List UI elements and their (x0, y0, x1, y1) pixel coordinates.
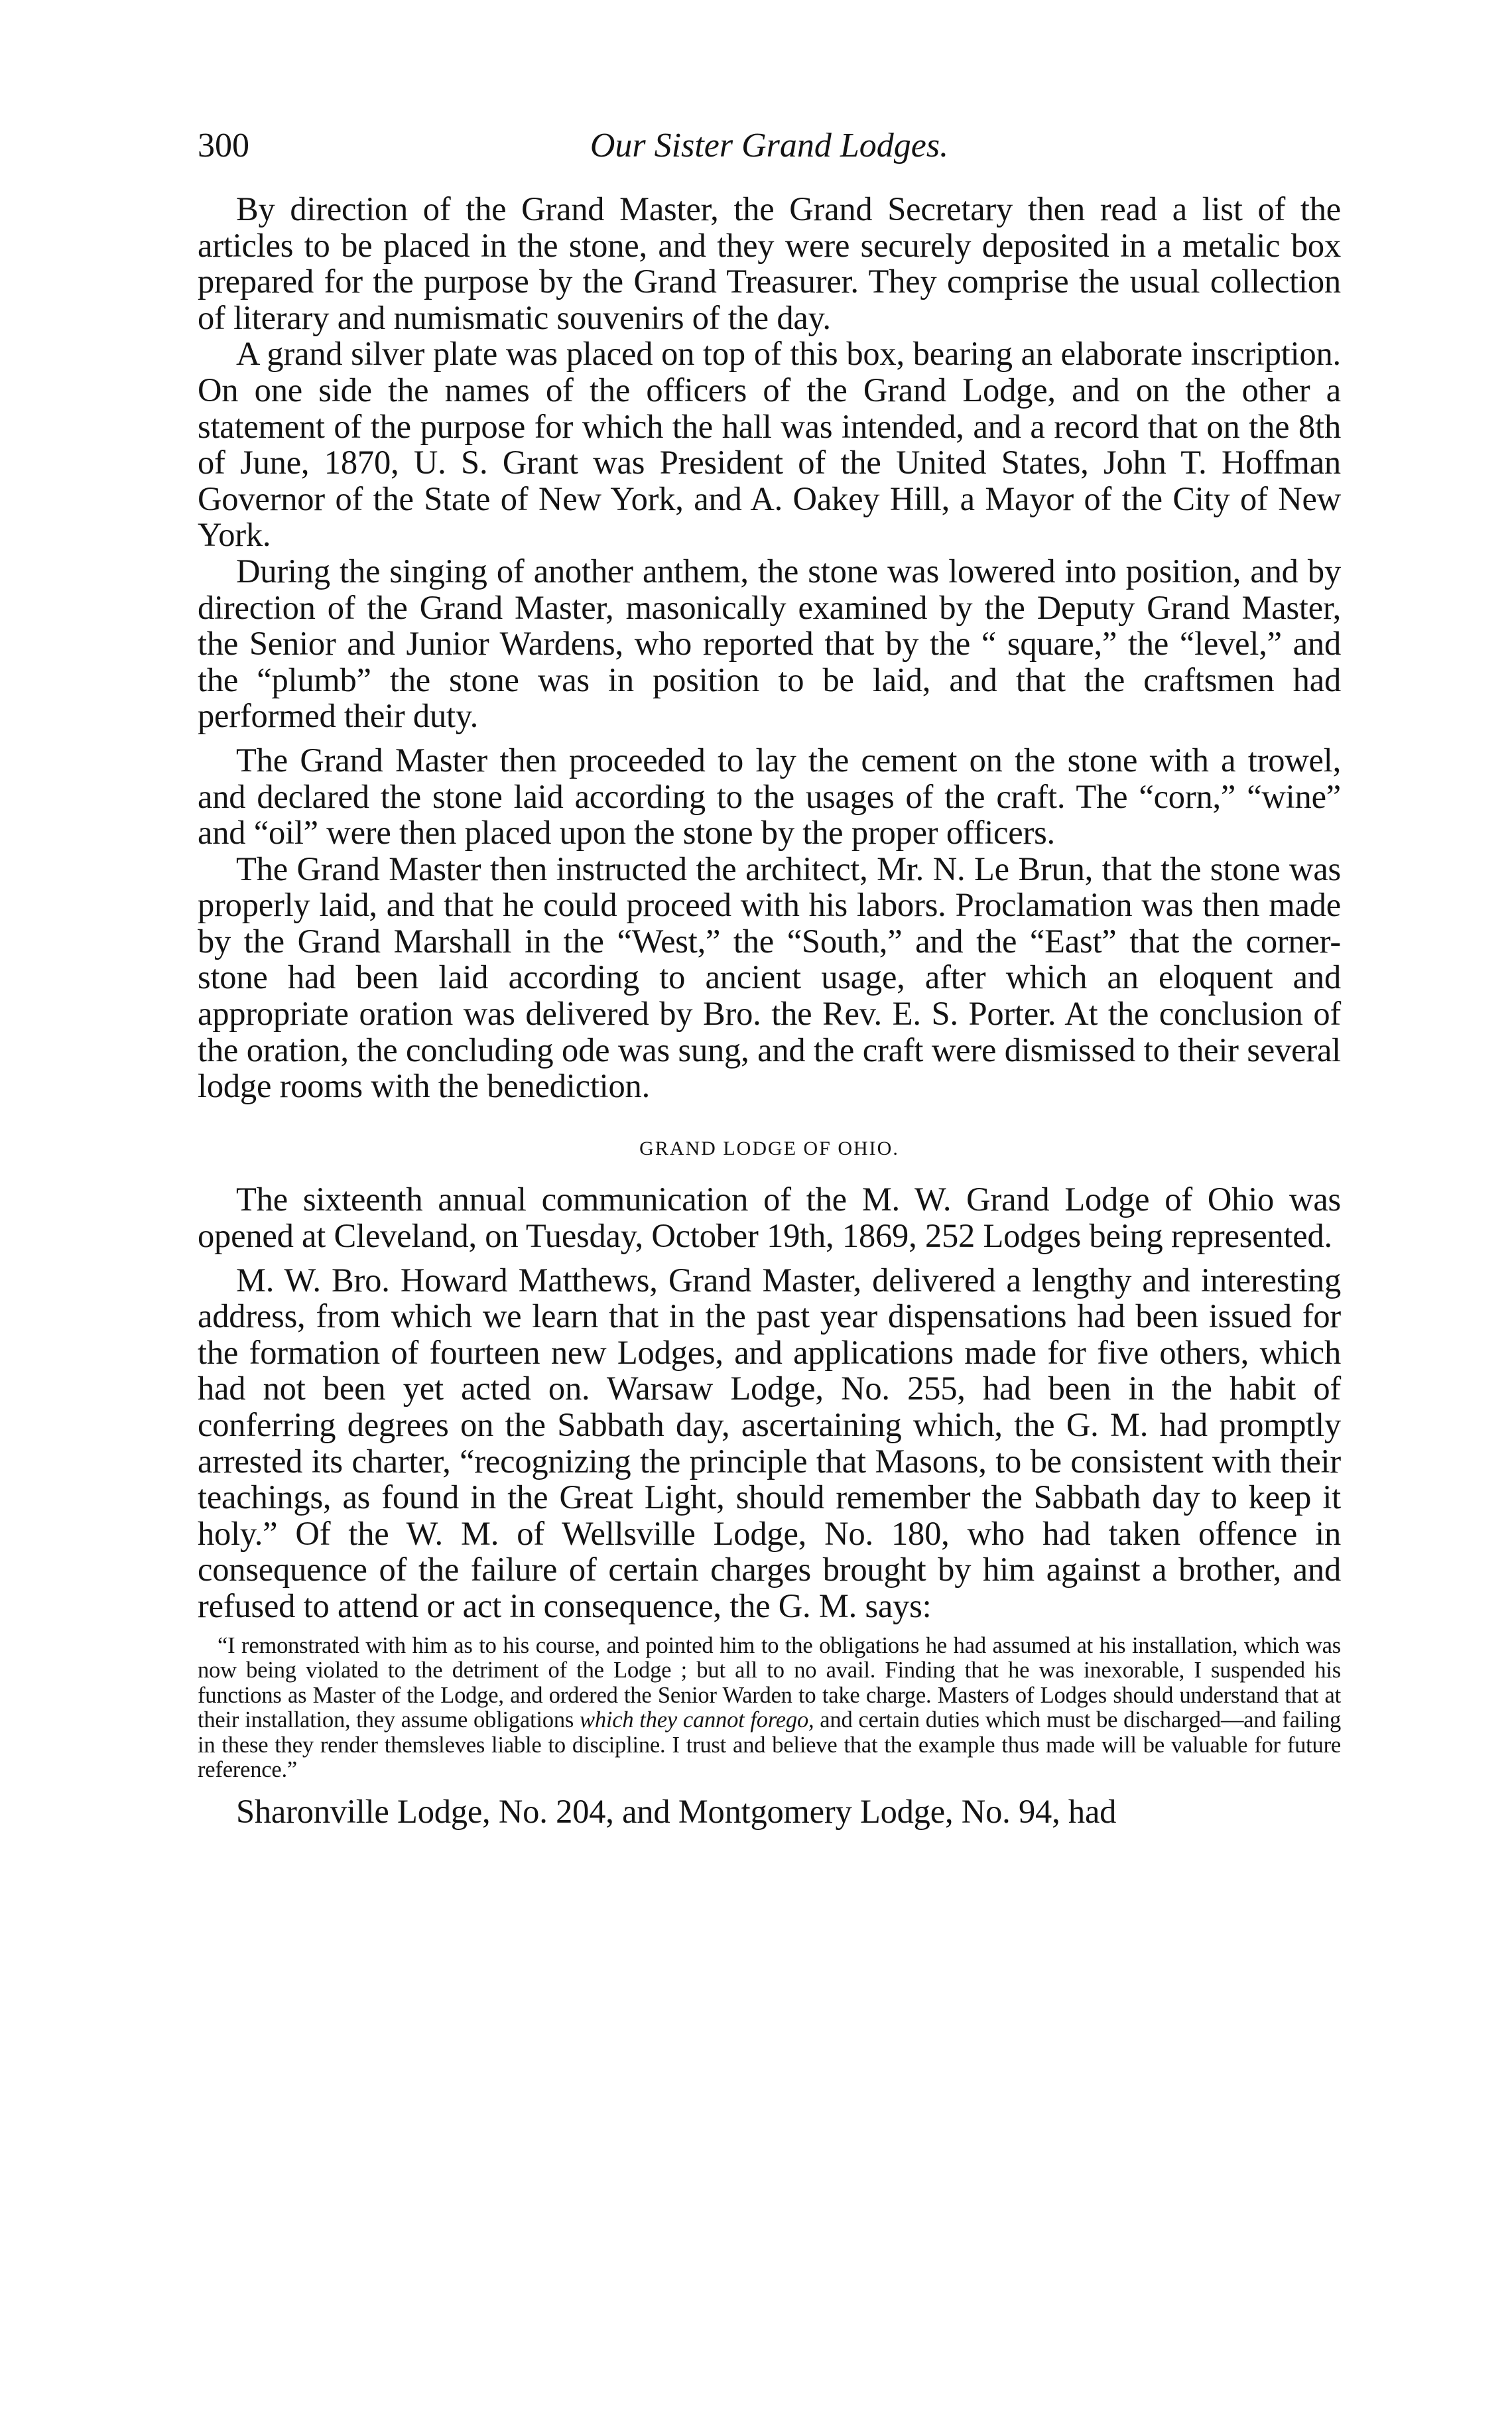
paragraph-articles: By direction of the Grand Master, the Grand Secretary then read a list of the articles to be placed in the stone, and they were securely deposited in a metalic box prepared for the purpose by the Grand Treasurer. They comprise the usual collection of literary and numismatic souvenirs of the day. (198, 190, 1341, 336)
running-title: Our Sister Grand Lodges. (590, 127, 949, 164)
paragraph-grand-master-address: M. W. Bro. Howard Matthews, Grand Master, delivered a lengthy and interesting address, from which we learn that in the past year dispensations had been issued for the formation of fourteen new Lodges, and applications made for five others, which had not been yet acted on. Warsaw Lodge, No. 255, had been in the habit of conferring degrees on the Sabbath day, ascertaining which, the G. M. had promptly arrested its charter, “recognizing the principle that Masons, to be consistent with their teachings, as found in the Great Light, should remember the Sabbath day to keep it holy.” Of the W. M. of Wellsville Lodge, No. 180, who had taken offence in consequence of the failure of certain charges brought by him against a brother, and refused to attend or act in consequence, the G. M. says: (198, 1261, 1341, 1624)
page-body (198, 191, 1341, 1829)
paragraph-anthem: During the singing of another anthem, the stone was lowered into position, and by direction of the Grand Master, masonically examined by the Deputy Grand Master, the Senior and Junior Wardens, who reported that by the “ square,” the “level,” and the “plumb” the stone was in position to be laid, and that the craftsmen had performed their duty. (198, 552, 1341, 735)
quote-part-2: and certain duties which must be discharged—and failing in these they render themsleves liable to discipline. I trust and believe that the example thus made will be valuable for future reference.” (198, 1707, 1342, 1783)
quote-part-1: “I remonstrated with him as to his course, and pointed him to the obligations he had assumed at his installation, which was now being violated to the detriment of the Lodge ; but all to no avail. Finding that he was inexorable, I suspended his functions as Master of the Lodge, and ordered the Senior Warden to take charge. Masters of Lodges should understand that at their installation, they assume obligations (198, 1632, 1341, 1733)
block-quote (198, 1634, 1341, 1783)
section-heading: GRAND LODGE OF OHIO. (639, 1137, 899, 1159)
page-number: 300 (198, 127, 249, 164)
quote-italic: which they cannot forego, (580, 1707, 814, 1733)
paragraph-sharonville: Sharonville Lodge, No. 204, and Montgomery Lodge, No. 94, had (236, 1792, 1117, 1830)
paragraph-ohio-communication: The sixteenth annual communication of the M. W. Grand Lodge of Ohio was opened at Cleveland, on Tuesday, October 19th, 1869, 252 Lodges being represented. (198, 1181, 1341, 1255)
paragraph-architect: The Grand Master then instructed the architect, Mr. N. Le Brun, that the stone was properly laid, and that he could proceed with his labors. Proclamation was then made by the Grand Marshall in the “West,” the “South,” and the “East” that the corner-stone had been laid according to ancient usage, after which an eloquent and appropriate oration was delivered by Bro. the Rev. E. S. Porter. At the conclusion of the oration, the concluding ode was sung, and the craft were dismissed to their several lodge rooms with the benediction. (198, 850, 1341, 1105)
book-page (198, 119, 1341, 1829)
paragraph-silver-plate: A grand silver plate was placed on top of this box, bearing an elaborate inscription. On one side the names of the officers of the Grand Lodge, and on the other a statement of the purpose for which the hall was intended, and a record that on the 8th of June, 1870, U. S. Grant was President of the United States, John T. Hoffman Governor of the State of New York, and A. Oakey Hill, a Mayor of the City of New York. (198, 335, 1341, 554)
page-header (198, 119, 1341, 172)
paragraph-cement: The Grand Master then proceeded to lay the cement on the stone with a trowel, and declared the stone laid according to the usages of the craft. The “corn,” “wine” and “oil” were then placed upon the stone by the proper officers. (198, 741, 1341, 852)
